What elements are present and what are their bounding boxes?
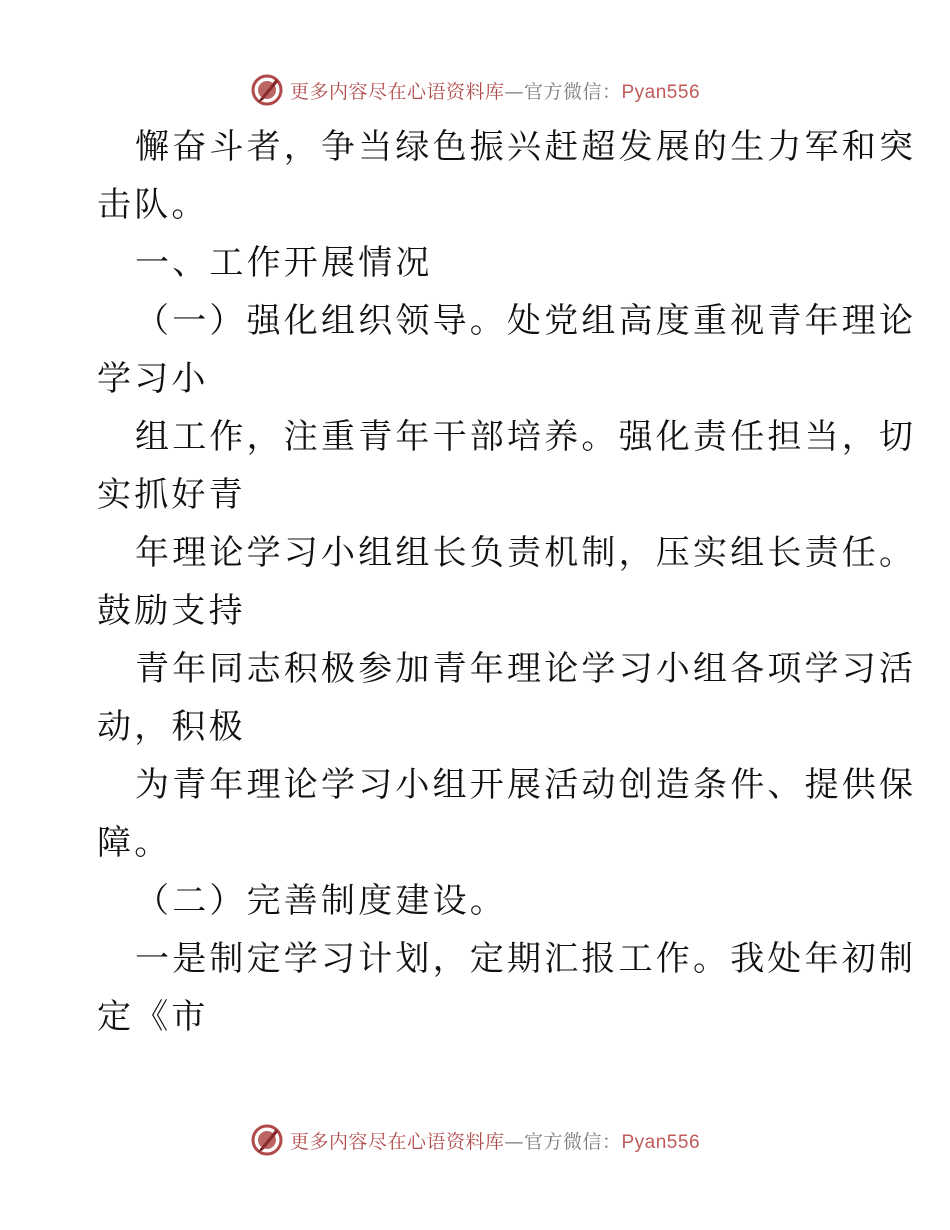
- watermark-text: [290, 1127, 700, 1154]
- text-line: 为青年理论学习小组开展活动创造条件、提供保: [135, 765, 917, 805]
- section-heading: 一、工作开展情况: [135, 243, 433, 283]
- text-line: 实抓好青: [97, 475, 246, 515]
- watermark-dash: —: [504, 1130, 524, 1153]
- text-line: 年理论学习小组组长负责机制，压实组长责任。: [135, 533, 917, 573]
- text-line: 击队。: [97, 185, 209, 225]
- text-line: 青年同志积极参加青年理论学习小组各项学习活: [135, 649, 917, 689]
- subsection-heading: （二）完善制度建设。: [135, 881, 507, 921]
- header-watermark: [0, 70, 950, 110]
- text-line: 鼓励支持: [97, 591, 246, 631]
- text-line: （一）强化组织领导。处党组高度重视青年理论: [135, 301, 917, 341]
- watermark-wechat-id: Pyan556: [621, 81, 701, 103]
- text-line: 懈奋斗者，争当绿色振兴赶超发展的生力军和突: [135, 127, 917, 167]
- document-body: [97, 118, 917, 1046]
- watermark-dash: —: [504, 80, 524, 103]
- text-line: 组工作，注重青年干部培养。强化责任担当，切: [135, 417, 917, 457]
- text-line: 障。: [97, 823, 172, 863]
- footer-watermark: [0, 1120, 950, 1160]
- text-line: 学习小: [97, 359, 209, 399]
- watermark-wechat-label: 官方微信：: [523, 80, 622, 103]
- watermark-wechat-label: 官方微信：: [523, 1130, 622, 1153]
- quill-pen-icon: [250, 73, 284, 107]
- watermark-brand: 更多内容尽在心语资料库: [289, 80, 505, 103]
- watermark-text: [290, 77, 700, 104]
- quill-pen-icon: [250, 1123, 284, 1157]
- text-line: 一是制定学习计划，定期汇报工作。我处年初制: [135, 939, 917, 979]
- watermark-brand: 更多内容尽在心语资料库: [289, 1130, 505, 1153]
- text-line: 定《市: [97, 997, 209, 1037]
- watermark-wechat-id: Pyan556: [621, 1131, 701, 1153]
- text-line: 动，积极: [97, 707, 246, 747]
